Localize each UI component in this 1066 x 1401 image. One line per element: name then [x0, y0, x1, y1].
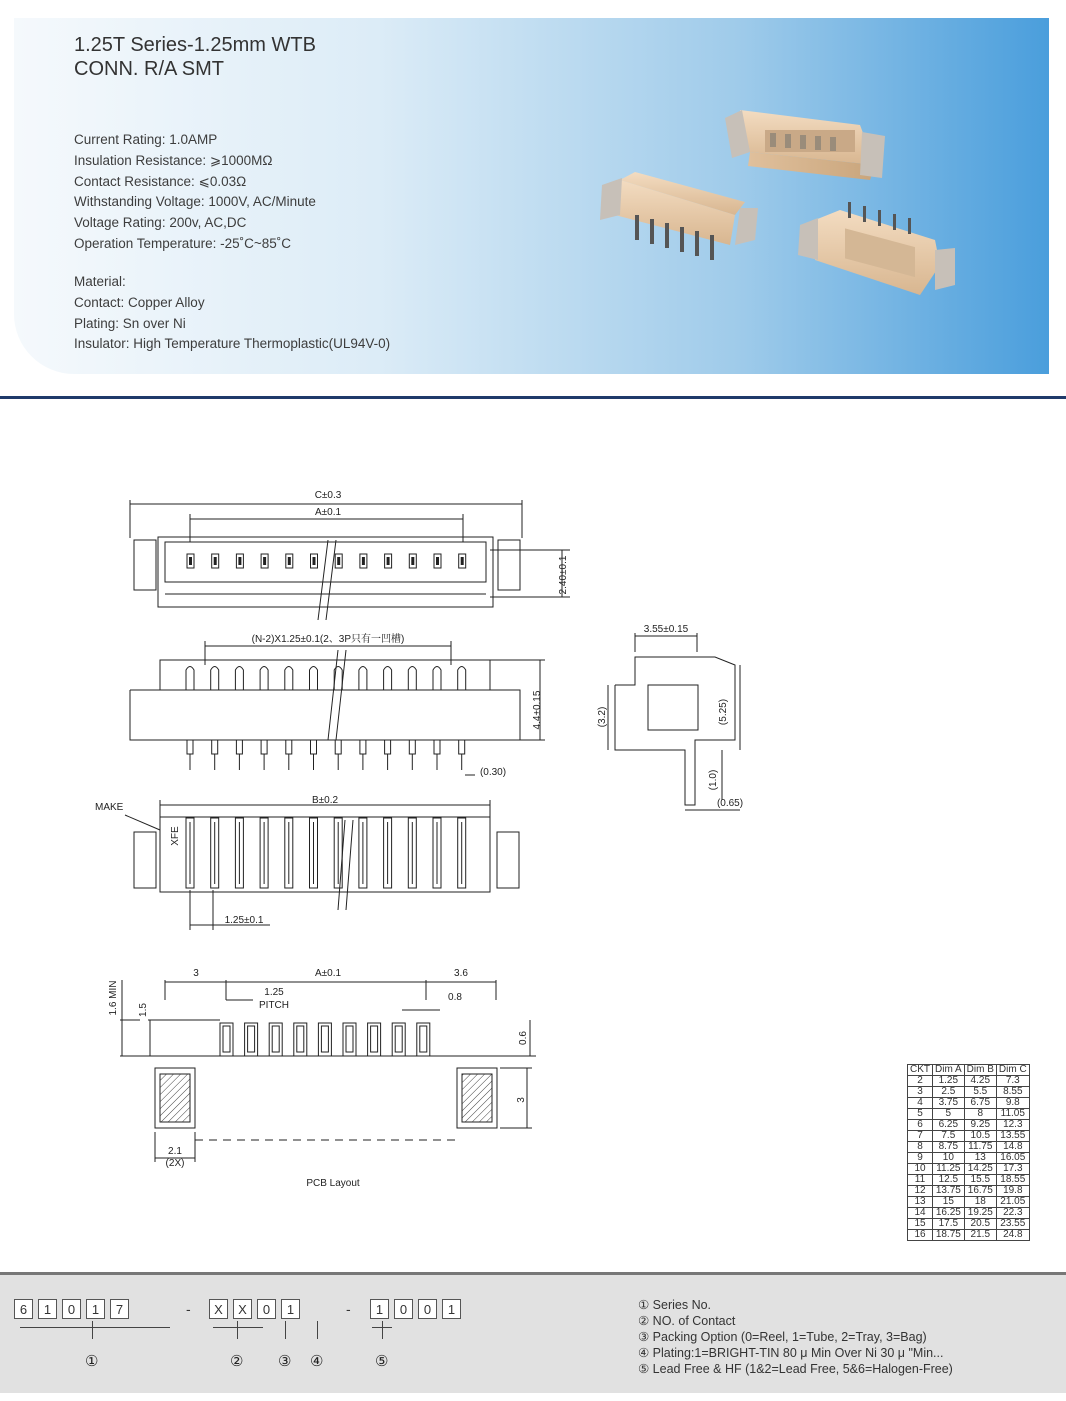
pcb-signal-pad-inner	[272, 1026, 279, 1052]
material-plating: Plating: Sn over Ni	[74, 315, 186, 331]
front-view-pin-tail	[212, 740, 218, 754]
front-view-pin	[433, 667, 441, 691]
pn-connector-line	[213, 1327, 263, 1328]
connector-photo-3	[798, 202, 955, 295]
column-header: CKT	[908, 1065, 933, 1076]
table-cell: 10	[933, 1153, 965, 1164]
material-insulator: Insulator: High Temperature Thermoplastic(UL94V-0)	[74, 336, 391, 352]
spec-voltage-rating: Voltage Rating: 200v, AC,DC	[74, 215, 247, 231]
dim-32: (3.2)	[597, 706, 608, 728]
spec-operation-temperature: Operation Temperature: -25˚C~85˚C	[74, 235, 291, 251]
connector-photo-2	[600, 172, 758, 260]
table-cell: 12.3	[996, 1120, 1029, 1131]
table-cell: 5.5	[964, 1087, 996, 1098]
column-header: Dim C	[996, 1065, 1029, 1076]
table-cell: 24.8	[996, 1230, 1029, 1241]
top-view-pin-core	[362, 557, 365, 565]
table-cell: 8.55	[996, 1087, 1029, 1098]
table-cell: 11.05	[996, 1109, 1029, 1120]
front-view-pin	[285, 667, 293, 691]
dim-030: (0.30)	[479, 767, 507, 778]
table-cell: 3.75	[933, 1098, 965, 1109]
legend-series: ① Series No.	[638, 1298, 712, 1312]
table-row	[908, 1131, 1030, 1142]
pcb-layout	[120, 980, 536, 1162]
table-row	[908, 1175, 1030, 1186]
pn-dash: -	[346, 1301, 351, 1317]
table-cell: 7.5	[933, 1131, 965, 1142]
pcb-signal-pad	[368, 1023, 381, 1056]
pcb-dim-08: 0.8	[448, 992, 462, 1003]
pcb-signal-pad	[245, 1023, 258, 1056]
pcb-dim-125: 1.25	[264, 987, 284, 998]
table-row	[908, 1120, 1030, 1131]
table-cell: 14.25	[964, 1164, 996, 1175]
top-view-pin-core	[263, 557, 266, 565]
pn-digit-box: 1	[442, 1299, 461, 1319]
front-view-pin	[408, 667, 416, 691]
table-cell: 23.55	[996, 1219, 1029, 1230]
table-header-row	[908, 1065, 1030, 1076]
table-row	[908, 1153, 1030, 1164]
pcb-signal-pad-inner	[395, 1026, 402, 1052]
pcb-signal-pad	[417, 1023, 430, 1056]
front-view-pin-tail	[434, 740, 440, 754]
table-row	[908, 1098, 1030, 1109]
pcb-signal-pad	[392, 1023, 405, 1056]
table-row	[908, 1164, 1030, 1175]
table-cell: 18	[964, 1197, 996, 1208]
front-view-pin	[260, 667, 268, 691]
table-row	[908, 1142, 1030, 1153]
pn-connector-line	[317, 1321, 318, 1339]
dim-525: (5.25)	[718, 698, 729, 726]
table-row	[908, 1219, 1030, 1230]
legend-contacts: ② NO. of Contact	[638, 1314, 736, 1328]
pn-digit-box: 6	[14, 1299, 33, 1319]
pcb-signal-pad	[318, 1023, 331, 1056]
pcb-mount-pad-left	[160, 1074, 190, 1122]
top-view-pin-core	[337, 557, 340, 565]
table-cell: 8	[964, 1109, 996, 1120]
pn-digit-box: X	[209, 1299, 228, 1319]
front-view-pin	[211, 667, 219, 691]
front-view-pin	[458, 667, 466, 691]
table-cell: 16.05	[996, 1153, 1029, 1164]
front-view-pin	[384, 667, 392, 691]
table-row	[908, 1087, 1030, 1098]
table-row	[908, 1208, 1030, 1219]
pcb-dim-a: A±0.1	[314, 968, 342, 979]
table-cell: 14	[908, 1208, 933, 1219]
table-cell: 16.75	[964, 1186, 996, 1197]
pn-connector-line	[372, 1327, 392, 1328]
table-cell: 1.25	[933, 1076, 965, 1087]
pcb-dim-3: 3	[193, 968, 199, 979]
table-row	[908, 1186, 1030, 1197]
pcb-signal-pad	[220, 1023, 233, 1056]
top-view-pin-core	[288, 557, 291, 565]
front-view-pin	[186, 667, 194, 691]
table-cell: 15	[933, 1197, 965, 1208]
front-view-pin-tail	[385, 740, 391, 754]
table-cell: 13	[964, 1153, 996, 1164]
front-view-pin-tail	[360, 740, 366, 754]
pn-digit-box: 1	[370, 1299, 389, 1319]
dim-125: 1.25±0.1	[224, 915, 264, 926]
table-cell: 13.75	[933, 1186, 965, 1197]
pcb-signal-pad-inner	[371, 1026, 378, 1052]
pn-connector-line	[20, 1327, 170, 1328]
table-cell: 8	[908, 1142, 933, 1153]
pcb-signal-pad	[343, 1023, 356, 1056]
front-view-pin-tail	[311, 740, 317, 754]
product-title	[74, 33, 316, 81]
table-cell: 21.5	[964, 1230, 996, 1241]
part-number-legend	[638, 1297, 953, 1377]
pn-digit-box: 1	[281, 1299, 300, 1319]
top-view-pin-core	[189, 557, 192, 565]
table-cell: 18.55	[996, 1175, 1029, 1186]
table-cell: 19.25	[964, 1208, 996, 1219]
pn-digit-box: 1	[38, 1299, 57, 1319]
material-list	[74, 272, 390, 355]
table-cell: 20.5	[964, 1219, 996, 1230]
table-cell: 4	[908, 1098, 933, 1109]
table-cell: 2.5	[933, 1087, 965, 1098]
spec-list	[74, 130, 316, 255]
pn-group-contacts	[209, 1299, 300, 1319]
table-row	[908, 1197, 1030, 1208]
table-cell: 13.55	[996, 1131, 1029, 1142]
column-header: Dim A	[933, 1065, 965, 1076]
bottom-view	[125, 800, 519, 930]
legend-packing: ③ Packing Option (0=Reel, 1=Tube, 2=Tray, 3=Bag)	[638, 1330, 927, 1344]
table-cell: 11.75	[964, 1142, 996, 1153]
table-cell: 6.75	[964, 1098, 996, 1109]
top-view-pin-core	[411, 557, 414, 565]
pcb-layout-label: PCB Layout	[306, 1178, 360, 1189]
table-cell: 16	[908, 1230, 933, 1241]
spec-insulation-resistance: Insulation Resistance: ⩾1000MΩ	[74, 152, 273, 168]
legend-lead-free: ⑤ Lead Free & HF (1&2=Lead Free, 5&6=Halogen-Free)	[638, 1362, 953, 1376]
dim-c: C±0.3	[314, 490, 342, 501]
table-cell: 2	[908, 1076, 933, 1087]
table-cell: 9.8	[996, 1098, 1029, 1109]
marker-5: ⑤	[375, 1352, 389, 1370]
pcb-signal-pad	[294, 1023, 307, 1056]
dim-10: (1.0)	[708, 769, 719, 791]
front-view-pin-tail	[335, 740, 341, 754]
pn-connector-line	[92, 1321, 93, 1339]
front-view-pin	[235, 667, 243, 691]
table-cell: 8.75	[933, 1142, 965, 1153]
front-view-pin-tail	[187, 740, 193, 754]
dim-355: 3.55±0.15	[643, 624, 689, 635]
pn-connector-line	[285, 1321, 286, 1339]
pcb-dim-2x: (2X)	[165, 1158, 185, 1169]
table-cell: 15.5	[964, 1175, 996, 1186]
table-cell: 22.3	[996, 1208, 1029, 1219]
pcb-dim-15: 1.5	[138, 1003, 149, 1017]
pcb-dim-06: 0.6	[518, 1031, 529, 1045]
pn-group-series	[14, 1299, 129, 1319]
spec-contact-resistance: Contact Resistance: ⩽0.03Ω	[74, 173, 247, 189]
make-label: MAKE	[95, 802, 124, 813]
dimension-labels	[95, 490, 743, 1189]
table-cell: 17.3	[996, 1164, 1029, 1175]
material-heading: Material:	[74, 274, 126, 289]
pcb-signal-pad	[269, 1023, 282, 1056]
top-view-pin-core	[313, 557, 316, 565]
dim-a: A±0.1	[314, 507, 342, 518]
pcb-dim-3v: 3	[516, 1097, 527, 1103]
table-cell: 5	[908, 1109, 933, 1120]
front-view-pin	[359, 667, 367, 691]
title-line-2: CONN. R/A SMT	[74, 58, 225, 80]
pn-connector-line	[382, 1321, 383, 1339]
table-cell: 5	[933, 1109, 965, 1120]
pcb-signal-pad-inner	[223, 1026, 230, 1052]
column-header: Dim B	[964, 1065, 996, 1076]
front-view-pin-tail	[459, 740, 465, 754]
dim-065: (0.65)	[716, 798, 744, 809]
pn-digit-box: 0	[62, 1299, 81, 1319]
table-cell: 12	[908, 1186, 933, 1197]
title-line-1: 1.25T Series-1.25mm WTB	[74, 34, 316, 56]
pcb-dim-21: 2.1	[168, 1146, 182, 1157]
spec-current-rating: Current Rating: 1.0AMP	[74, 132, 218, 147]
top-view-pin-core	[461, 557, 464, 565]
front-view-pin-tail	[236, 740, 242, 754]
table-cell: 10.5	[964, 1131, 996, 1142]
table-cell: 6.25	[933, 1120, 965, 1131]
connector-photo-1	[725, 110, 885, 180]
top-view-pin-core	[238, 557, 241, 565]
table-cell: 13	[908, 1197, 933, 1208]
table-cell: 4.25	[964, 1076, 996, 1087]
pcb-dim-16min: 1.6 MIN	[108, 980, 119, 1016]
table-cell: 18.75	[933, 1230, 965, 1241]
top-view-pin-core	[436, 557, 439, 565]
table-cell: 6	[908, 1120, 933, 1131]
front-view-pin	[310, 667, 318, 691]
pn-digit-box: X	[233, 1299, 252, 1319]
pcb-signal-pad-inner	[297, 1026, 304, 1052]
part-number-footer	[0, 1272, 1066, 1393]
dim-b: B±0.2	[311, 795, 339, 806]
marker-1: ①	[85, 1352, 99, 1370]
pcb-dim-36: 3.6	[454, 968, 468, 979]
material-contact: Contact: Copper Alloy	[74, 294, 205, 310]
table-row	[908, 1230, 1030, 1241]
product-photo	[590, 90, 970, 300]
top-view	[130, 500, 570, 607]
marker-4: ④	[310, 1352, 324, 1370]
table-cell: 3	[908, 1087, 933, 1098]
pn-digit-box: 7	[110, 1299, 129, 1319]
table-cell: 9	[908, 1153, 933, 1164]
dimension-table	[907, 1064, 1030, 1241]
table-cell: 11.25	[933, 1164, 965, 1175]
table-cell: 19.8	[996, 1186, 1029, 1197]
table-cell: 7	[908, 1131, 933, 1142]
section-divider	[0, 396, 1066, 399]
dim-240: 2.40±0.1	[558, 555, 569, 595]
pcb-signal-pad-inner	[420, 1026, 427, 1052]
table-cell: 10	[908, 1164, 933, 1175]
front-view	[130, 641, 545, 775]
legend-plating: ④ Plating:1=BRIGHT-TIN 80 μ Min Over Ni 30 μ "Min...	[638, 1346, 944, 1360]
table-cell: 16.25	[933, 1208, 965, 1219]
pcb-signal-pad-inner	[248, 1026, 255, 1052]
pn-digit-box: 0	[394, 1299, 413, 1319]
marker-2: ②	[230, 1352, 244, 1370]
pn-digit-box: 1	[86, 1299, 105, 1319]
table-cell: 9.25	[964, 1120, 996, 1131]
pn-group-options	[370, 1299, 461, 1319]
table-cell: 12.5	[933, 1175, 965, 1186]
pn-digit-box: 0	[257, 1299, 276, 1319]
top-view-pin-core	[214, 557, 217, 565]
pn-dash: -	[186, 1301, 191, 1317]
pcb-signal-pad-inner	[321, 1026, 328, 1052]
pn-digit-box: 0	[418, 1299, 437, 1319]
top-view-pin-core	[387, 557, 390, 565]
table-cell: 7.3	[996, 1076, 1029, 1087]
pcb-signal-pad-inner	[346, 1026, 353, 1052]
table-cell: 17.5	[933, 1219, 965, 1230]
table-cell: 21.05	[996, 1197, 1029, 1208]
table-cell: 11	[908, 1175, 933, 1186]
xfe-label: XFE	[170, 826, 181, 846]
table-row	[908, 1109, 1030, 1120]
table-cell: 14.8	[996, 1142, 1029, 1153]
marker-3: ③	[278, 1352, 292, 1370]
pcb-mount-pad-right	[462, 1074, 492, 1122]
pcb-pitch: PITCH	[259, 1000, 289, 1011]
table-row	[908, 1076, 1030, 1087]
front-view-pin-tail	[286, 740, 292, 754]
front-view-pin-tail	[409, 740, 415, 754]
spec-withstanding-voltage: Withstanding Voltage: 1000V, AC/Minute	[74, 194, 316, 210]
pn-connector-line	[237, 1321, 238, 1339]
table-cell: 15	[908, 1219, 933, 1230]
dim-44: 4.4±0.15	[532, 690, 543, 730]
pitch-note: (N-2)X1.25±0.1(2、3P只有一凹槽)	[251, 634, 405, 645]
front-view-pin-tail	[261, 740, 267, 754]
